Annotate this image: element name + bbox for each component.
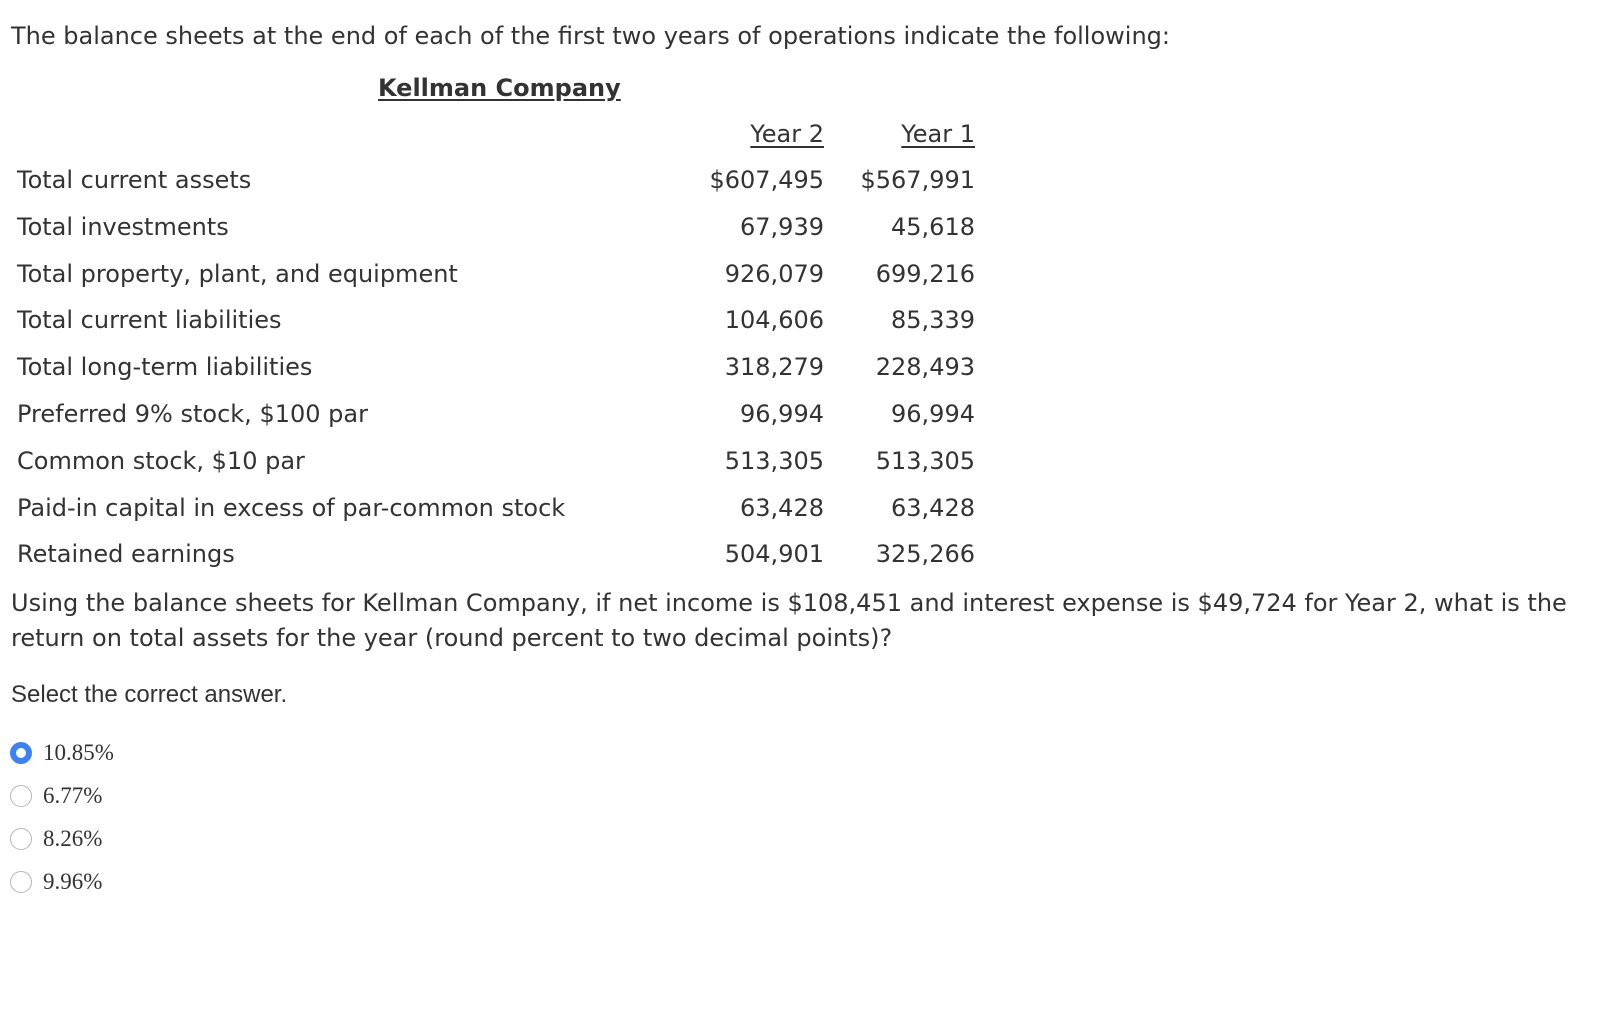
row-label: Total investments <box>17 212 229 241</box>
company-title: Kellman Company <box>378 74 621 102</box>
row-value-year1: 63,428 <box>891 493 975 522</box>
row-value-year2: 96,994 <box>740 399 824 428</box>
row-value-year1: 85,339 <box>891 306 975 335</box>
table-row <box>17 531 1017 578</box>
row-value-year1: 325,266 <box>875 540 975 569</box>
row-value-year2: $607,495 <box>709 166 824 194</box>
row-value-year1: 513,305 <box>875 446 975 475</box>
row-value-year1: 228,493 <box>875 353 975 382</box>
row-value-year2: 67,939 <box>740 212 824 241</box>
row-label: Total current assets <box>17 166 252 194</box>
answer-option-1[interactable] <box>10 731 114 774</box>
table-row <box>17 485 1017 532</box>
row-label: Preferred 9% stock, $100 par <box>17 399 368 428</box>
column-header-year1: Year 1 <box>901 120 975 148</box>
answer-option-3[interactable] <box>10 817 114 860</box>
row-label: Total current liabilities <box>17 306 282 335</box>
table-row <box>17 344 1017 391</box>
table-row <box>17 204 1017 251</box>
row-value-year2: 318,279 <box>724 353 824 382</box>
radio-button[interactable] <box>10 871 32 893</box>
option-label[interactable]: 8.26% <box>43 825 103 851</box>
radio-button[interactable] <box>10 742 32 764</box>
answer-options <box>10 731 114 903</box>
instruction-text: Select the correct answer. <box>11 681 288 708</box>
row-value-year2: 63,428 <box>740 493 824 522</box>
row-value-year2: 513,305 <box>724 446 824 475</box>
option-label[interactable]: 10.85% <box>43 739 114 765</box>
radio-button[interactable] <box>10 828 32 850</box>
row-value-year2: 926,079 <box>724 259 824 288</box>
row-label: Retained earnings <box>17 540 235 569</box>
balance-sheet-table <box>17 157 1017 578</box>
row-value-year1: 699,216 <box>875 259 975 288</box>
table-row <box>17 391 1017 438</box>
column-header-year2: Year 2 <box>750 120 824 148</box>
row-label: Common stock, $10 par <box>17 446 305 475</box>
row-value-year1: 45,618 <box>891 212 975 241</box>
radio-button[interactable] <box>10 785 32 807</box>
row-label: Paid-in capital in excess of par-common stock <box>17 493 566 522</box>
table-row <box>17 251 1017 298</box>
answer-option-2[interactable] <box>10 774 114 817</box>
intro-text: The balance sheets at the end of each of the first two years of operations indicate the following: <box>11 22 1170 50</box>
answer-option-4[interactable] <box>10 860 114 903</box>
row-value-year1: 96,994 <box>891 399 975 428</box>
row-label: Total property, plant, and equipment <box>17 259 458 288</box>
row-value-year2: 104,606 <box>724 306 824 335</box>
table-row <box>17 157 1017 204</box>
row-label: Total long-term liabilities <box>17 353 313 382</box>
question-text: Using the balance sheets for Kellman Company, if net income is $108,451 and interest expense is $49,724 for Year 2, what is the return on total assets for the year (round percent to two decimal points)? <box>11 589 1567 652</box>
option-label[interactable]: 9.96% <box>43 868 103 894</box>
table-row <box>17 297 1017 344</box>
option-label[interactable]: 6.77% <box>43 782 103 808</box>
row-value-year2: 504,901 <box>724 540 824 569</box>
table-row <box>17 438 1017 485</box>
row-value-year1: $567,991 <box>860 166 975 194</box>
